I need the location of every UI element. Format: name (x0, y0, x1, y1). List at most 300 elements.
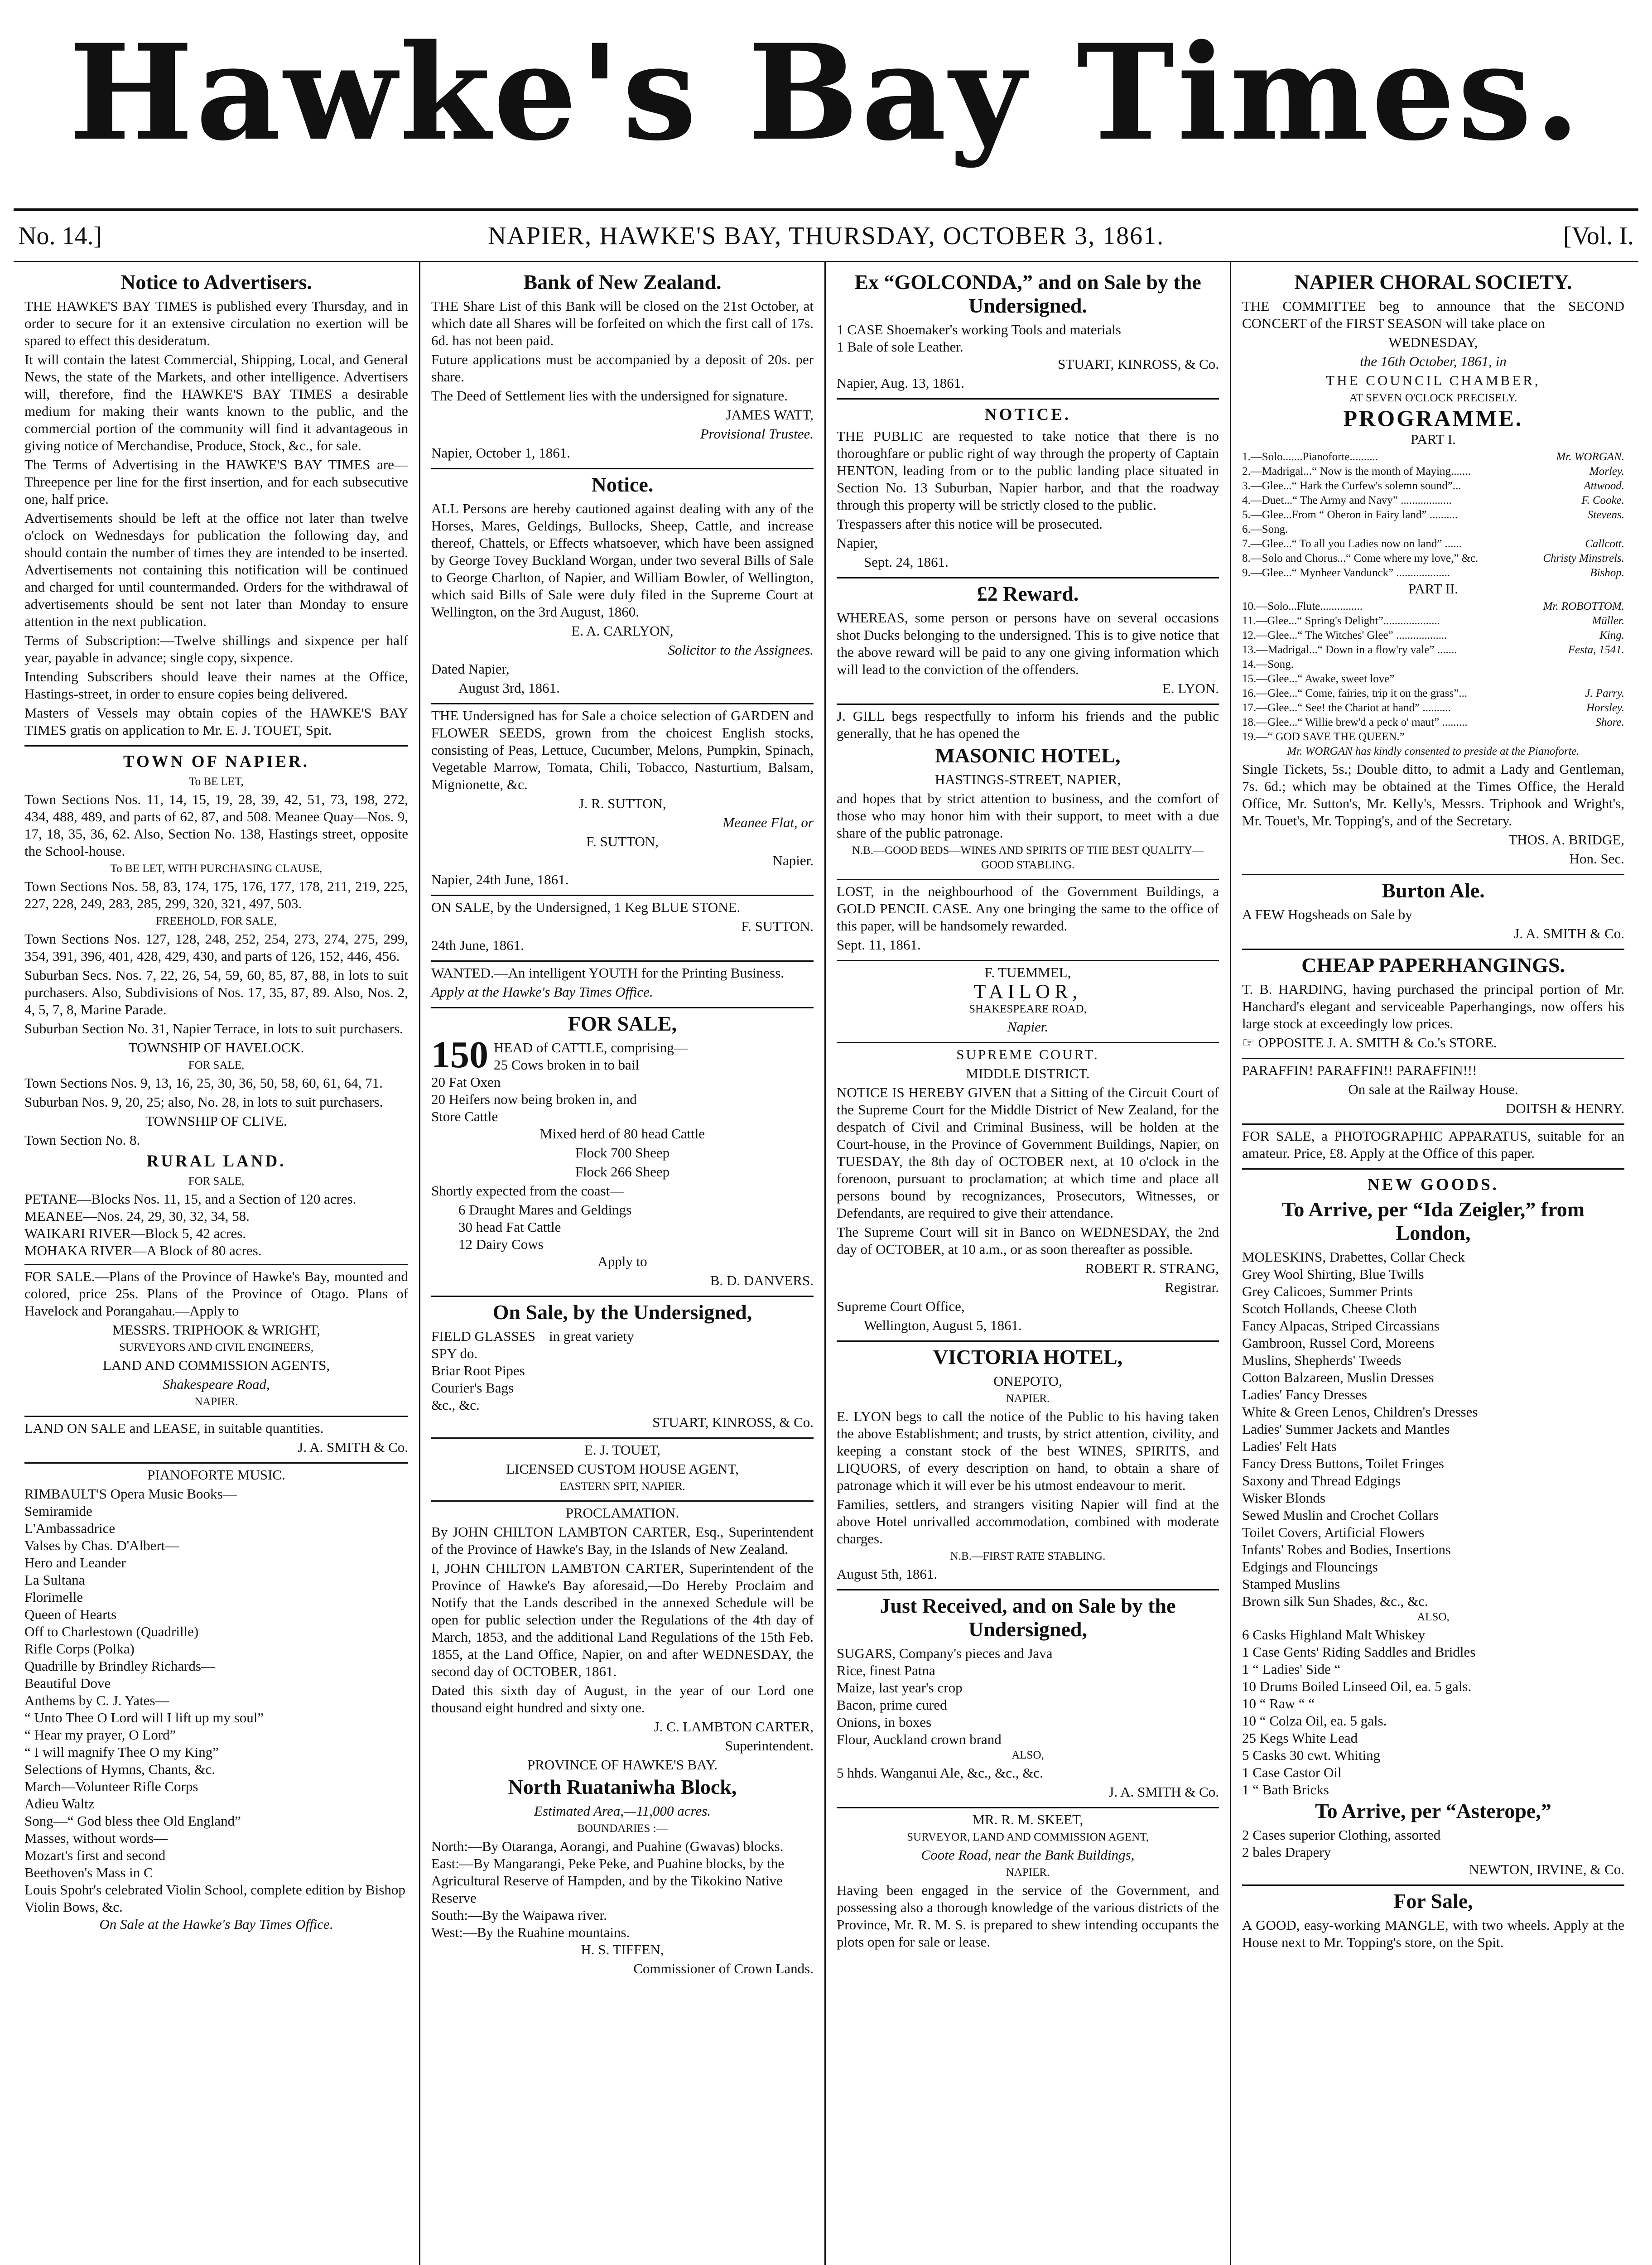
skeet-name: MR. R. M. SKEET, (972, 1812, 1084, 1827)
list-item: It will contain the latest Commercial, Shipping, Local, and General News, the state of the Markets, and other intelligence. Advertisers will, therefore, find the HAWKE'S BAY TIMES a desirable medium for making their wants known to the public, and the commercial portion of the community will find it advantageous in giving notice of Merchandise, Produce, Stock, &c., for sale. (24, 352, 408, 453)
list-item: Song—“ God bless thee Old England” (24, 1813, 241, 1829)
block-title: North Ruataniwha Block, (508, 1775, 737, 1798)
list-item: Saxony and Thread Edgings (1242, 1473, 1401, 1489)
tailor-napier: Napier. (1007, 1019, 1049, 1035)
caution-date: Dated Napier, (431, 661, 510, 677)
mixed-herd: Mixed herd of 80 head Cattle (539, 1126, 705, 1142)
victoria-para2: Families, settlers, and strangers visiting Napier will find at the above Hotel unrivalled accommodation, combined with moderate charges. (837, 1496, 1219, 1547)
photo-ad (1242, 1125, 1624, 1170)
reward-title: £2 Reward. (977, 582, 1079, 605)
proc-by: By JOHN CHILTON LAMBTON CARTER, Esq., Superintendent of the Province of Hawke's Bay, in the Islands of New Zealand. (431, 1524, 814, 1557)
bank-sign: JAMES WATT, (726, 407, 814, 423)
list-item: Grey Calicoes, Summer Prints (1242, 1283, 1413, 1299)
caution-date2: August 3rd, 1861. (458, 680, 560, 696)
received-also: ALSO, (1011, 1749, 1044, 1761)
volume: [Vol. I. (1563, 222, 1634, 250)
havelock-title: TOWNSHIP OF HAVELOCK. (128, 1040, 304, 1055)
court-title: SUPREME COURT. (956, 1046, 1099, 1062)
programme-item (1242, 450, 1624, 464)
plans-napier: NAPIER. (194, 1396, 238, 1408)
list-item: West:—By the Ruahine mountains. (431, 1924, 630, 1940)
programme-composer: Morley. (1589, 465, 1624, 477)
list-item: Grey Wool Shirting, Blue Twills (1242, 1266, 1424, 1282)
column-4 (1230, 262, 1635, 2265)
programme-item (1242, 628, 1624, 643)
choral-time: AT SEVEN O'CLOCK PRECISELY. (1349, 392, 1517, 404)
programme-item (1242, 537, 1624, 551)
programme-composer: Müller. (1592, 615, 1624, 627)
burton-title: Burton Ale. (1382, 879, 1485, 902)
list-item: East:—By Mangarangi, Peke Peke, and Puahine blocks, by the Agricultural Reserve of Hampden, and by the Tikokino Native Reserve (431, 1855, 785, 1906)
received-sign: J. A. SMITH & Co. (1108, 1784, 1219, 1800)
list-item: PETANE—Blocks Nos. 11, 15, and a Section of 120 acres. (24, 1191, 356, 1207)
choral-intro: THE COMMITTEE beg to announce that the SECOND CONCERT of the FIRST SEASON will take place on (1242, 298, 1624, 331)
onsale-variety: in great variety (549, 1328, 634, 1344)
tuemmel: F. TUEMMEL, (984, 964, 1071, 980)
list-item: Advertisements should be left at the office not later than twelve o'clock on Wednesdays for publication the following day, and should contain the number of times they are intended to be inserted. Advertisements not containing this notification will be continued and charged for until countermanded. Orders for the withdrawal of advertisements should be sent not later than Monday to ensure attention in the next publication. (24, 510, 408, 629)
list-item: Hero and Leander (24, 1555, 126, 1571)
rural-for-sale: FOR SALE, (188, 1175, 245, 1187)
list-item: MOHAKA RIVER—A Block of 80 acres. (24, 1243, 262, 1258)
masthead-title: Hawke's Bay Times. (69, 16, 1583, 170)
programme-piece: 7.—Glee...“ To all you Ladies now on land” ...... (1242, 538, 1462, 550)
victoria-date: August 5th, 1861. (837, 1566, 938, 1582)
programme-piece: 12.—Glee...“ The Witches' Glee” .................. (1242, 629, 1447, 641)
skeet-addr: Coote Road, near the Bank Buildings, (921, 1847, 1135, 1863)
caution-para: ALL Persons are hereby cautioned against dealing with any of the Horses, Mares, Geldings, Bullocks, Sheep, Cattle, and increase thereof, Chattels, or Effects whatsoever, which have been assigned by George Tovey Buckland Worgan, under two several Bills of Sale to George Charlton, of Napier, and William Bowler, of Wellington, which said Bills of Sale were duly filed in the Supreme Court at Wellington, on the 3rd August, 1860. (431, 501, 814, 620)
list-item: Store Cattle (431, 1108, 498, 1124)
touet-name: E. J. TOUET, (584, 1442, 660, 1458)
list-item: Bacon, prime cured (837, 1697, 947, 1713)
column-2 (419, 262, 824, 2265)
list-item: 1 Bale of sole Leather. (837, 339, 963, 355)
list-item: Flour, Auckland crown brand (837, 1731, 1002, 1747)
caution-notice (431, 469, 814, 704)
supreme-court (837, 1043, 1219, 1342)
list-item: Scotch Hollands, Cheese Cloth (1242, 1301, 1417, 1316)
list-item: 12 Dairy Cows (458, 1236, 544, 1252)
golconda-ad (837, 267, 1219, 400)
list-item: The Deed of Settlement lies with the undersigned for signature. (431, 388, 788, 404)
masonic-para: and hopes that by strict attention to business, and the comfort of those who may honor him with their support, to meet with a due share of the public patronage. (837, 790, 1219, 841)
list-item: HEAD of CATTLE, comprising— (494, 1040, 688, 1055)
wanted-ad (431, 962, 814, 1008)
lost-date: Sept. 11, 1861. (837, 937, 921, 953)
victoria-para: E. LYON begs to call the notice of the Public to his having taken the above Establishment; and trusts, by strict attention, civility, and keeping a constant stock of the best WINES, SPIRITS, and LIQUORS, of every description on hand, to obtain a share of patronage which it will ever be his utmost endeavour to merit. (837, 1408, 1219, 1493)
forsale-title: FOR SALE, (568, 1012, 677, 1035)
coast-intro: Shortly expected from the coast— (431, 1183, 624, 1199)
rural-items (24, 1190, 408, 1259)
list-item: 1 Case Castor Oil (1242, 1764, 1342, 1780)
list-item: Infants' Robes and Bodies, Insertions (1242, 1542, 1451, 1557)
asterope-sign: NEWTON, IRVINE, & Co. (1469, 1861, 1624, 1877)
list-item: SUGARS, Company's pieces and Java (837, 1645, 1053, 1661)
proc-sign2: Superintendent. (725, 1738, 814, 1754)
land-agents: LAND AND COMMISSION AGENTS, (102, 1357, 330, 1373)
forsale-num: 150 (431, 1034, 488, 1076)
list-item: RIMBAULT'S Opera Music Books— (24, 1486, 237, 1502)
list-item: 10 “ Raw “ “ (1242, 1696, 1315, 1711)
triphook: MESSRS. TRIPHOOK & WRIGHT, (112, 1322, 321, 1338)
list-item: “ Unto Thee O Lord will I lift up my soul” (24, 1710, 264, 1725)
skeet-napier: NAPIER. (1006, 1866, 1050, 1879)
court-sign: ROBERT R. STRANG, (1085, 1260, 1219, 1276)
list-item: The Terms of Advertising in the HAWKE'S BAY TIMES are—Threepence per line for the first insertion, and for each subsecutive one, half price. (24, 457, 408, 507)
ida-also (1242, 1626, 1624, 1798)
received-items (837, 1645, 1219, 1748)
let-purchasing: To BE LET, WITH PURCHASING CLAUSE, (110, 863, 323, 875)
bounds (431, 1838, 814, 1941)
programme-piece: 2.—Madrigal...“ Now is the month of Maying....... (1242, 465, 1471, 477)
programme-composer: F. Cooke. (1581, 494, 1624, 506)
asterope-items (1242, 1826, 1624, 1861)
havelock-for-sale: FOR SALE, (188, 1059, 245, 1071)
paraffin: PARAFFIN! PARAFFIN!! PARAFFIN!!! (1242, 1062, 1477, 1078)
programme-piece: 10.—Solo...Flute............... (1242, 600, 1363, 612)
list-item: Off to Charlestown (Quadrille) (24, 1624, 199, 1639)
court-district: MIDDLE DISTRICT. (966, 1065, 1090, 1081)
just-received (837, 1590, 1219, 1808)
forsale-items (431, 1034, 814, 1125)
programme-piece: 8.—Solo and Chorus...“ Come where my love,” &c. (1242, 552, 1479, 564)
list-item: Maize, last year's crop (837, 1680, 963, 1696)
court-date: Wellington, August 5, 1861. (864, 1317, 1022, 1333)
proclamation (431, 1502, 814, 1984)
clive-title: TOWNSHIP OF CLIVE. (145, 1113, 287, 1129)
paper-opposite: OPPOSITE J. A. SMITH & Co.'s STORE. (1258, 1035, 1497, 1051)
reward-para: WHEREAS, some person or persons have on several occasions shot Ducks belonging to the undersigned. This is to give notice that the above reward will be paid to any one giving information which will lead to the conviction of the offenders. (837, 610, 1219, 677)
clive-section: Town Section No. 8. (24, 1132, 140, 1148)
choral-date: the 16th October, 1861, in (1360, 353, 1507, 369)
list-item: Brown silk Sun Shades, &c., &c. (1242, 1593, 1428, 1609)
part2-title: PART II. (1408, 581, 1459, 597)
carlyon: E. A. CARLYON, (571, 623, 674, 639)
programme-piece: 16.—Glee...“ Come, fairies, trip it on the grass”... (1242, 687, 1468, 699)
piano-items (24, 1485, 408, 1916)
onsale-title: On Sale, by the Undersigned, (492, 1301, 752, 1324)
notice-title: Notice to Advertisers. (120, 270, 312, 294)
list-item: Semiramide (24, 1503, 92, 1519)
tiffen: H. S. TIFFEN, (581, 1942, 664, 1957)
programme-item (1242, 479, 1624, 493)
list-item: Stamped Muslins (1242, 1576, 1340, 1592)
programme-title: PROGRAMME. (1343, 405, 1523, 431)
bridge: THOS. A. BRIDGE, (1508, 832, 1624, 848)
programme-item (1242, 715, 1624, 730)
onsale-sign: STUART, KINROSS, & Co. (652, 1414, 814, 1430)
freehold-sections: Town Sections Nos. 127, 128, 248, 252, 254, 273, 274, 275, 299, 354, 391, 396, 401, 428, 429, 430, and parts of 126, 152, 446, 456. (24, 931, 408, 964)
programme-composer: Mr. WORGAN. (1556, 451, 1624, 463)
suburban: Suburban Secs. Nos. 7, 22, 26, 54, 59, 60, 85, 87, 88, in lots to suit purchasers. Also, Subdivisions of Nos. 17, 35, 87, 89. Also, Nos. 2, 4, 5, 7, 8, Marine Parade. (24, 967, 408, 1017)
programme-item (1242, 522, 1624, 537)
paraffin-sign: DOITSH & HENRY. (1505, 1100, 1624, 1116)
new-goods (1242, 1170, 1624, 1886)
programme-piece: 6.—Song. (1242, 523, 1288, 535)
received-ale: 5 hhds. Wanganui Ale, &c., &c., &c. (837, 1765, 1043, 1781)
ida-title: To Arrive, per “Ida Zeigler,” from London, (1281, 1198, 1585, 1244)
part1-items (1242, 450, 1624, 580)
programme-composer: Attwood. (1584, 480, 1624, 492)
burton-para: A FEW Hogsheads on Sale by (1242, 906, 1412, 922)
programme-item (1242, 643, 1624, 657)
list-item: Onions, in boxes (837, 1714, 932, 1730)
to-be-let: To BE LET, (189, 776, 244, 788)
programme-item (1242, 730, 1624, 744)
list-item: THE HAWKE'S BAY TIMES is published every Thursday, and in order to secure for it an extensive circulation no exertion will be spared to effect this desideratum. (24, 298, 408, 348)
programme-item (1242, 686, 1624, 701)
paraffin2: On sale at the Railway House. (1348, 1081, 1518, 1097)
list-item: Briar Root Pipes (431, 1363, 525, 1378)
programme-composer: Festa, 1541. (1568, 644, 1624, 656)
victoria-title: VICTORIA HOTEL, (933, 1345, 1123, 1369)
skeet-para: Having been engaged in the service of the Government, and possessing also a thorough knowledge of the various districts of the Province, Mr. R. M. S. is prepared to shew intending occupants the plots open for sale or lease. (837, 1882, 1219, 1950)
plans-text: FOR SALE.—Plans of the Province of Hawke's Bay, mounted and colored, price 25s. Plans of the Province of Otago. Plans of Havelock and Porangahau.—Apply to (24, 1268, 408, 1319)
bluestone-ad (431, 896, 814, 962)
havelock-sections: Town Sections Nos. 9, 13, 16, 25, 30, 36, 50, 58, 60, 61, 64, 71. (24, 1075, 383, 1091)
list-item: Fancy Alpacas, Striped Circassians (1242, 1318, 1440, 1334)
wanted-para: WANTED.—An intelligent YOUTH for the Printing Business. (431, 965, 784, 981)
programme-piece: 15.—Glee...“ Awake, sweet love” (1242, 673, 1395, 685)
seeds-para: THE Undersigned has for Sale a choice selection of GARDEN and FLOWER SEEDS, grown from the choicest English stocks, consisting of Peas, Lettuce, Cucumber, Melons, Pumpkin, Spinach, Vegetable Marrow, Tomata, Chili, Tobacco, Nasturtium, Balsam, Mignionette, &c. (431, 708, 814, 792)
proc-para: I, JOHN CHILTON LAMBTON CARTER, Superintendent of the Province of Hawke's Bay aforesaid,—Do Hereby Proclaim and Notify that the Lands described in the annexed Schedule will be open for public selection under the Regulations of the 4th day of March, 1853, and the additional Land Regulations of the 15th Feb. 1855, at the Land Office, Napier, on and after WEDNESDAY, the second day of OCTOBER, 1861. (431, 1560, 814, 1679)
asterope-title: To Arrive, per “Asterope,” (1315, 1799, 1551, 1822)
programme-item (1242, 493, 1624, 508)
court-para2: The Supreme Court will sit in Banco on WEDNESDAY, the 2nd day of OCTOBER, at 10 a.m., or as soon thereafter as possible. (837, 1224, 1219, 1257)
proc-sign: J. C. LAMBTON CARTER, (654, 1719, 814, 1735)
list-item: WAIKARI RIVER—Block 5, 42 acres. (24, 1225, 246, 1241)
burton-sign: J. A. SMITH & Co. (1514, 925, 1624, 941)
victoria-nb: N.B.—FIRST RATE STABLING. (950, 1550, 1106, 1562)
columns (14, 262, 1638, 2265)
programme-item (1242, 508, 1624, 522)
programme-composer: Shore. (1595, 716, 1624, 728)
list-item: 20 Heifers now being broken in, and (431, 1091, 637, 1107)
programme-item (1242, 672, 1624, 686)
tailor-addr: SHAKESPEARE ROAD, (969, 1003, 1087, 1015)
dateline (14, 208, 1638, 262)
list-item: Sewed Muslin and Crochet Collars (1242, 1507, 1439, 1523)
list-item: Violin Bows, &c. (24, 1899, 123, 1915)
apply-to: Apply to (597, 1253, 647, 1269)
list-item: Queen of Hearts (24, 1606, 117, 1622)
touet-title: LICENSED CUSTOM HOUSE AGENT, (506, 1461, 739, 1477)
bridge2: Hon. Sec. (1569, 851, 1624, 867)
tailor-ad (837, 961, 1219, 1043)
ida-items (1242, 1248, 1624, 1610)
list-item: 30 head Fat Cattle (458, 1219, 561, 1235)
seeds-date: Napier, 24th June, 1861. (431, 872, 569, 887)
programme-composer: Stevens. (1587, 509, 1624, 521)
programme-piece: 11.—Glee...“ Spring's Delight”.................... (1242, 615, 1440, 627)
victoria-place: ONEPOTO, (993, 1373, 1062, 1389)
coast-items (431, 1201, 814, 1253)
programme-composer: Horsley. (1586, 702, 1624, 714)
piano-footer: On Sale at the Hawke's Bay Times Office. (99, 1916, 333, 1932)
caution-title: Notice. (591, 473, 654, 496)
notice-to-advertisers (24, 267, 408, 747)
choral-title: NAPIER CHORAL SOCIETY. (1294, 270, 1572, 294)
list-item: Terms of Subscription:—Twelve shillings and sixpence per half year, payable in advance; single copy, sixpence. (24, 632, 408, 665)
list-item: “ I will magnify Thee O my King” (24, 1744, 219, 1760)
reward-sign: E. LYON. (1162, 680, 1219, 696)
list-item: THE Share List of this Bank will be closed on the 21st October, at which date all Shares will be forfeited on which the first call of 17s. 6d. has not been paid. (431, 298, 814, 348)
programme-piece: 9.—Glee...“ Mynheer Vandunck” ................... (1242, 567, 1450, 579)
list-item: 25 Cows broken in to bail (494, 1057, 640, 1073)
burton-ale (1242, 875, 1624, 950)
list-item: 2 bales Drapery (1242, 1844, 1331, 1860)
list-item: Wisker Blonds (1242, 1490, 1325, 1506)
seeds-sign2: Meanee Flat, or (722, 814, 814, 830)
programme-composer: J. Parry. (1585, 687, 1624, 699)
list-item: 1 Case Gents' Riding Saddles and Bridles (1242, 1644, 1476, 1660)
list-item: 20 Fat Oxen (431, 1074, 501, 1090)
programme-piece: 13.—Madrigal...“ Down in a flow'ry vale” ....... (1242, 644, 1457, 656)
purchasing-sections: Town Sections Nos. 58, 83, 174, 175, 176, 177, 178, 211, 219, 225, 227, 228, 249, 283, 285, 299, 320, 321, 497, 503. (24, 878, 408, 911)
bank-date: Napier, October 1, 1861. (431, 445, 570, 461)
golconda-sign: STUART, KINROSS, & Co. (1058, 356, 1219, 372)
tiffen2: Commissioner of Crown Lands. (633, 1961, 814, 1976)
golconda-title: Ex “GOLCONDA,” and on Sale by the Undersigned. (854, 270, 1201, 317)
wanted-apply: Apply at the Hawke's Bay Times Office. (431, 984, 653, 1000)
list-item: Florimelle (24, 1589, 83, 1605)
pointing-hand-icon: ☞ (1242, 1035, 1255, 1051)
let-sections: Town Sections Nos. 11, 14, 15, 19, 28, 39, 42, 51, 73, 198, 272, 434, 488, 489, and parts of 62, 87, and 508. Meanee Quay—Nos. 9, 17, 18, 35, 36, 62. Also, Section No. 138, Hastings street, opposite the School-house. (24, 791, 408, 859)
bank-paras (431, 298, 814, 405)
masthead (14, 0, 1638, 181)
freehold: FREEHOLD, FOR SALE, (156, 915, 277, 927)
choral-society (1242, 267, 1624, 875)
list-item: Masses, without words— (24, 1830, 168, 1846)
list-item: 25 Kegs White Lead (1242, 1730, 1358, 1746)
lost-ad (837, 880, 1219, 961)
paraffin-ad (1242, 1059, 1624, 1125)
henton-date: Napier, (837, 535, 878, 551)
list-item: 10 Drums Boiled Linseed Oil, ea. 5 gals. (1242, 1678, 1472, 1694)
proc-dated: Dated this sixth day of August, in the year of our Lord one thousand eight hundred and sixty one. (431, 1682, 814, 1716)
programme-piece: 17.—Glee...“ See! the Chariot at hand” .......... (1242, 702, 1451, 714)
programme-composer: Bishop. (1590, 567, 1624, 579)
seeds-sign: J. R. SUTTON, (578, 795, 666, 811)
tickets: Single Tickets, 5s.; Double ditto, to admit a Lady and Gentleman, 7s. 6d.; which may be obtained at the Times Office, the Herald Office, Mr. Sutton's, Mr. Kelly's, Messrs. Triphook and Wright's, Mr. Touet's, Mr. Topping's, and of the Secretary. (1242, 761, 1624, 829)
paper-para: T. B. HARDING, having purchased the principal portion of Mr. Hanchard's elegant and serviceable Paperhangings, now offers his large stock at exceedingly low prices. (1242, 981, 1624, 1031)
reward-ad (837, 578, 1219, 705)
list-item: White & Green Lenos, Children's Dresses (1242, 1404, 1478, 1420)
programme-piece: 14.—Song. (1242, 658, 1294, 670)
list-item: MOLESKINS, Drabettes, Collar Check (1242, 1249, 1465, 1265)
pianoforte-ad (24, 1464, 408, 1939)
list-item: Intending Subscribers should leave their names at the Office, Hastings-street, in order to ensure copies being delivered. (24, 669, 408, 702)
programme-composer: Callcott. (1585, 538, 1624, 550)
choral-wednesday: WEDNESDAY, (1388, 334, 1478, 350)
stone-para: ON SALE, by the Undersigned, 1 Keg BLUE STONE. (431, 899, 741, 915)
list-item: 1 CASE Shoemaker's working Tools and materials (837, 322, 1121, 337)
programme-piece: 1.—Solo.......Pianoforte.......... (1242, 451, 1378, 463)
gill-para: J. GILL begs respectfully to inform his friends and the public generally, that he has opened the (837, 708, 1219, 741)
list-item: SPY do. (431, 1345, 478, 1361)
land-sale-text: LAND ON SALE and LEASE, in suitable quantities. (24, 1420, 324, 1436)
mangle-title: For Sale, (1393, 1889, 1473, 1913)
column-3 (824, 262, 1230, 2265)
golconda-items (837, 321, 1219, 356)
list-item: March—Volunteer Rifle Corps (24, 1778, 198, 1794)
stone-sign: F. SUTTON. (741, 918, 814, 934)
lost-para: LOST, in the neighbourhood of the Government Buildings, a GOLD PENCIL CASE. Any one bringing the same to the office of this paper, will be handsomely rewarded. (837, 883, 1219, 934)
danvers: B. D. DANVERS. (710, 1272, 814, 1288)
skeet-ad (837, 1808, 1219, 1957)
list-item: North:—By Otaranga, Aorangi, and Puahine (Gwavas) blocks. (431, 1838, 784, 1854)
programme-piece: 3.—Glee...“ Hark the Curfew's solemn sound”... (1242, 480, 1461, 492)
programme-item (1242, 657, 1624, 672)
court-office: Supreme Court Office, (837, 1298, 965, 1314)
list-item: Masters of Vessels may obtain copies of the HAWKE'S BAY TIMES gratis on application to Mr. E. J. TOUET, Spit. (24, 705, 408, 738)
rural-title: RURAL LAND. (146, 1152, 286, 1171)
list-item: Rice, finest Patna (837, 1663, 935, 1678)
list-item: Quadrille by Brindley Richards— (24, 1658, 215, 1674)
skeet-title: SURVEYOR, LAND AND COMMISSION AGENT, (907, 1831, 1149, 1843)
received-title: Just Received, and on Sale by the Undersigned, (880, 1594, 1176, 1641)
proc-title: PROCLAMATION. (565, 1505, 679, 1521)
land-sale-sign: J. A. SMITH & Co. (298, 1439, 408, 1455)
ida-also-label: ALSO, (1417, 1611, 1450, 1623)
programme-item (1242, 599, 1624, 614)
programme-item (1242, 566, 1624, 580)
list-item: Gambroon, Russel Cord, Moreens (1242, 1335, 1435, 1351)
programme-composer: Christy Minstrels. (1543, 552, 1624, 564)
touet-ad (431, 1439, 814, 1502)
shakespeare-road: Shakespeare Road, (163, 1376, 270, 1392)
court-sign2: Registrar. (1165, 1279, 1219, 1295)
list-item: South:—By the Waipawa river. (431, 1907, 607, 1923)
masonic-ad (837, 705, 1219, 880)
list-item: 6 Casks Highland Malt Whiskey (1242, 1627, 1426, 1643)
programme-piece: 18.—Glee...“ Willie brew'd a peck o' maut” ......... (1242, 716, 1468, 728)
part2-items (1242, 599, 1624, 744)
list-item: Edgings and Flouncings (1242, 1559, 1378, 1575)
list-item: Toilet Covers, Artificial Flowers (1242, 1524, 1425, 1540)
mangle-ad (1242, 1886, 1624, 1957)
list-item: 10 “ Colza Oil, ea. 5 gals. (1242, 1713, 1387, 1729)
seeds-sign3: F. SUTTON, (586, 834, 659, 849)
list-item: Anthems by C. J. Yates— (24, 1692, 169, 1708)
block-area: Estimated Area,—11,000 acres. (534, 1803, 711, 1819)
list-item: MEANEE—Nos. 24, 29, 30, 32, 34, 58. (24, 1208, 250, 1224)
stone-date: 24th June, 1861. (431, 937, 524, 953)
programme-item (1242, 614, 1624, 628)
province: PROVINCE OF HAWKE'S BAY. (527, 1757, 718, 1773)
plans-ad (24, 1265, 408, 1417)
land-sale-ad (24, 1417, 408, 1464)
list-item: Ladies' Felt Hats (1242, 1438, 1337, 1454)
cattle-sale (431, 1008, 814, 1297)
flock-266: Flock 266 Sheep (575, 1164, 670, 1180)
list-item: 6 Draught Mares and Geldings (458, 1202, 632, 1218)
mangle-para: A GOOD, easy-working MANGLE, with two wheels. Apply at the House next to Mr. Topping's store, on the Spit. (1242, 1917, 1624, 1950)
list-item: Louis Spohr's celebrated Violin School, complete edition by Bishop (24, 1882, 405, 1898)
henton-para: THE PUBLIC are requested to take notice that there is no thoroughfare or public right of way through the property of Captain HENTON, leading from or to the public landing place situated in Section No. 13 Suburban, Napier harbor, and that the roadway through this property will be strictly closed to the public. (837, 428, 1219, 513)
photo-para: FOR SALE, a PHOTOGRAPHIC APPARATUS, suitable for an amateur. Price, £8. Apply at the Office of this paper. (1242, 1128, 1624, 1161)
list-item: Courier's Bags (431, 1380, 514, 1396)
part1-title: PART I. (1411, 431, 1456, 447)
list-item: 2 Cases superior Clothing, assorted (1242, 1827, 1441, 1843)
programme-composer: Mr. ROBOTTOM. (1543, 600, 1624, 612)
place-date: NAPIER, HAWKE'S BAY, THURSDAY, OCTOBER 3, 1861. (487, 222, 1165, 250)
list-item: “ Hear my prayer, O Lord” (24, 1727, 176, 1743)
town-of-napier (24, 747, 408, 1265)
programme-item (1242, 464, 1624, 479)
paper-title: CHEAP PAPERHANGINGS. (1301, 954, 1565, 977)
goods-title: NEW GOODS. (1368, 1176, 1499, 1194)
list-item: 1 “ Bath Bricks (1242, 1782, 1329, 1798)
